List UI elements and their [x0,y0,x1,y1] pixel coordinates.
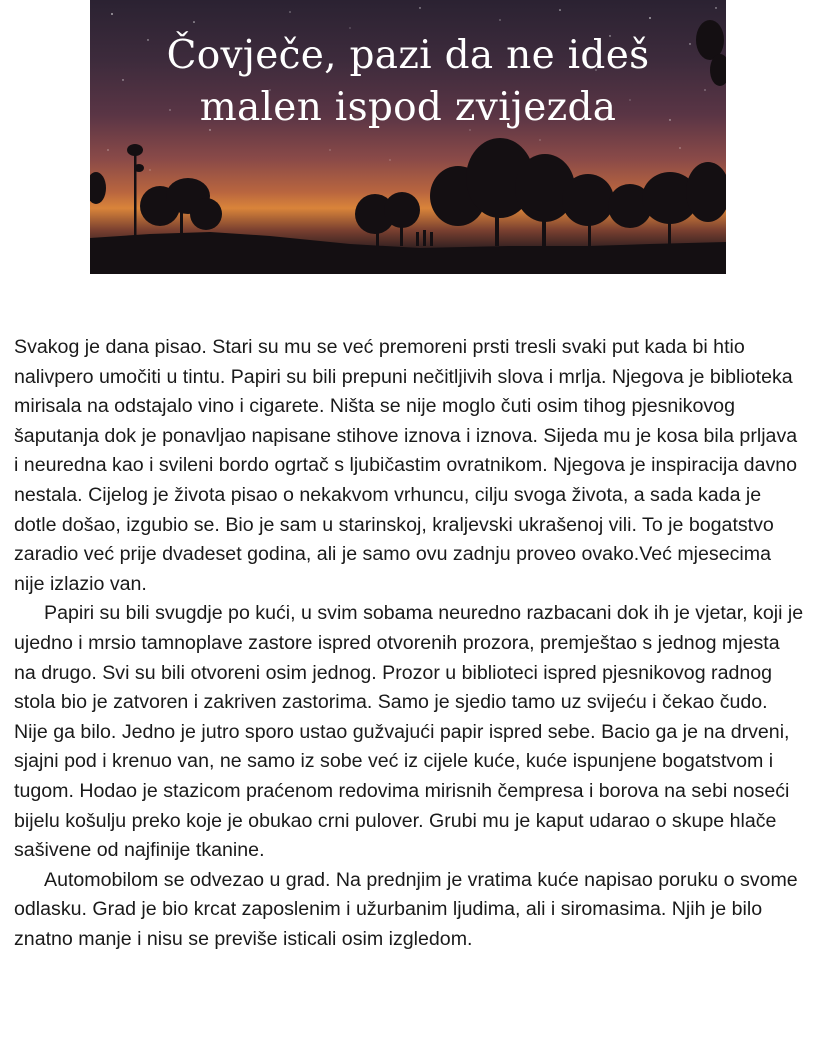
paragraph-1: Svakog je dana pisao. Stari su mu se već premoreni prsti tresli svaki put kada bi htio nalivpero umočiti u tintu. Papiri su bili prepuni nečitljivih slova i mrlja. Njegova je biblioteka mirisala na odstajalo vino i cigarete. Ništa se nije moglo čuti osim tihog pjesnikovog šaputanja dok je ponavljao napisane stihove iznova i iznova. Sijeda mu je kosa bila prljava i neuredna kao i svileni bordo ogrtač s ljubičastim ovratnikom. Njegova je inspiracija davno nestala. Cijelog je života pisao o nekakvom vrhuncu, cilju svoga života, a sada kada je dotle došao, izgubio se. Bio je sam u starinskoj, kraljevski ukrašenoj vili. To je bogatstvo zaradio već prije dvadeset godina, ali je samo ovu zadnju proveo ovako.Već mjesecima nije izlazio van. [14,336,798,595]
header-image [90,0,726,274]
paragraph-2: Papiri su bili svugdje po kući, u svim sobama neuredno razbacani dok ih je vjetar, koji je ujedno i mrsio tamnoplave zastore ispred otvorenih prozora, premještao s jednog mjesta na drugo. Svi su bili otvoreni osim jednog. Prozor u biblioteci ispred pjesnikovog radnog stola bio je zatvoren i zakriven zastorima. Samo je sjedio tamo uz svijeću i čekao čudo. Nije ga bilo. Jedno je jutro sporo ustao gužvajući papir ispred sebe. Bacio ga je na drveni, sjajni pod i krenuo van, ne samo iz sobe već iz cijele kuće, kuće ispunjene bogatstvom i tugom. Hodao je stazicom praćenom redovima mirisnih čempresa i borova na sebi noseći bijelu košulju preko koje je obukao crni pulover. Grubi mu je kaput udarao o skupe hlače sašivene od najfinije tkanine. [14,602,804,862]
paragraph-3: Automobilom se odvezao u grad. Na prednjim je vratima kuće napisao poruku o svome odlasku. Grad je bio krcat zaposlenim i užurbanim ljudima, ali i siromasima. Njih je bilo znatno manje i nisu se previše isticali osim izgledom. [14,868,798,950]
page-title: Čovječe, pazi da ne ideš malen ispod zvijezda [166,33,650,130]
article-body [14,333,806,954]
